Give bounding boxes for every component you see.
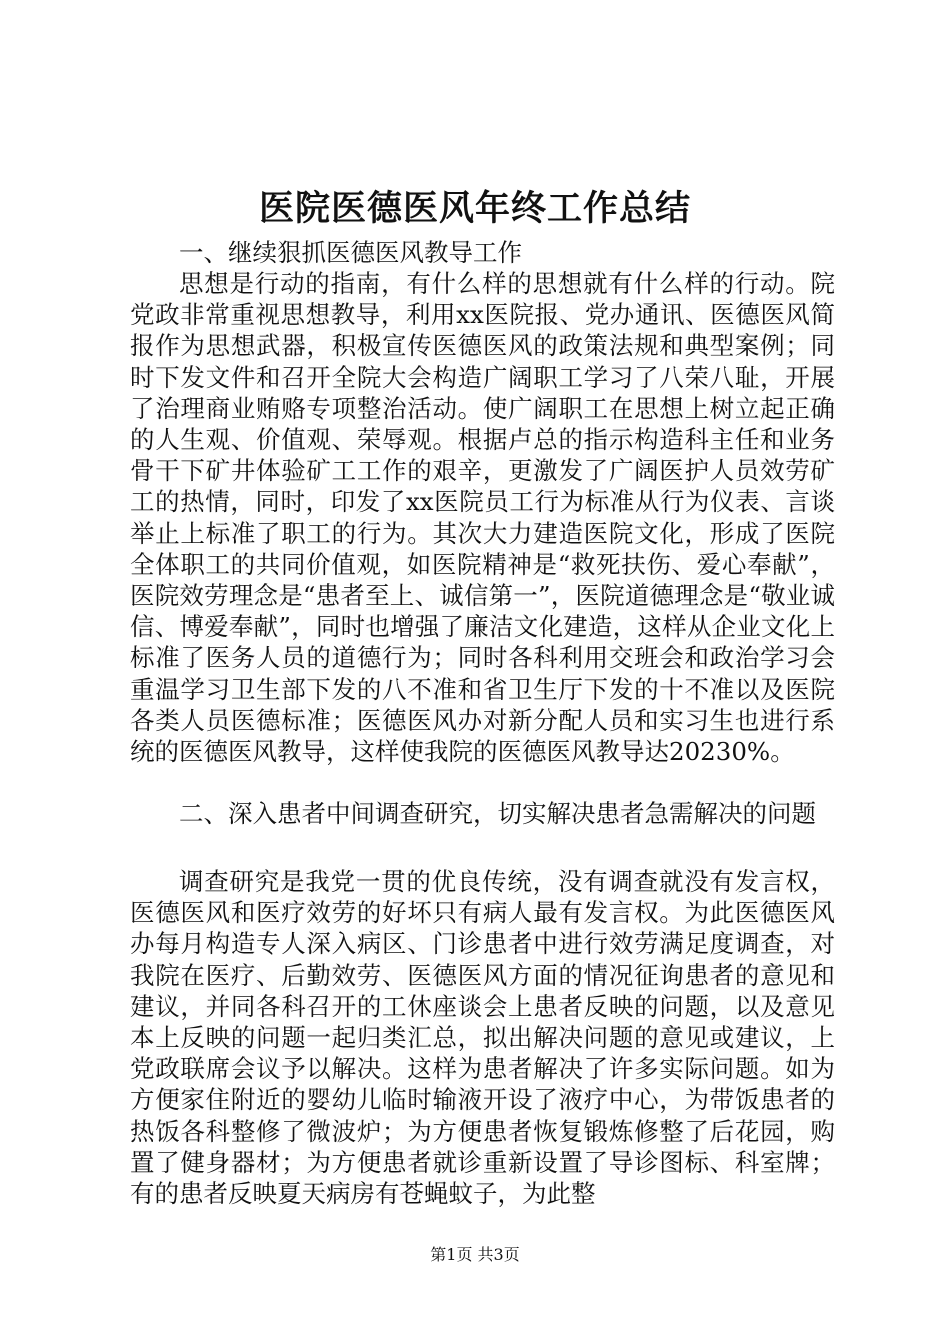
section-2-paragraph: 调查研究是我党一贯的优良传统，没有调查就没有发言权，医德医风和医疗效劳的好坏只有病人最有发言权。为此医德医风办每月构造专人深入病区、门诊患者中进行效劳满足度调查，对我院在医疗、后勤效劳、医德医风方面的情况征询患者的意见和建议，并同各科召开的工休座谈会上患者反映的问题，以及意见本上反映的问题一起归类汇总，拟出解决问题的意见或建议，上党政联席会议予以解决。这样为患者解决了许多实际问题。如为方便家住附近的婴幼儿临时输液开设了液疗中心，为带饭患者的热饭各科整修了微波炉；为方便患者恢复锻炼修整了后花园，购置了健身器材；为方便患者就诊重新设置了导诊图标、科室牌；有的患者反映夏天病房有苍蝇蚊子，为此整 (130, 867, 835, 1209)
page-number-footer: 第1页 共3页 (430, 1245, 520, 1264)
section-2-heading: 二、深入患者中间调查研究，切实解决患者急需解决的问题 (179, 799, 816, 828)
section-1-heading: 一、继续狠抓医德医风教导工作 (179, 238, 522, 267)
document-title: 医院医德医风年终工作总结 (258, 188, 691, 229)
section-1-paragraph: 思想是行动的指南，有什么样的思想就有什么样的行动。院党政非常重视思想教导，利用xx医院报、党办通讯、医德医风简报作为思想武器，积极宣传医德医风的政策法规和典型案例；同时下发文件和召开全院大会构造广阔职工学习了八荣八耻，开展了治理商业贿赂专项整治活动。使广阔职工在思想上树立起正确的人生观、价值观、荣辱观。根据卢总的指示构造科主任和业务骨干下矿井体验矿工工作的艰辛，更激发了广阔医护人员效劳矿工的热情，同时，印发了xx医院员工行为标准从行为仪表、言谈举止上标准了职工的行为。其次大力建造医院文化，形成了医院全体职工的共同价值观，如医院精神是“救死扶伤、爱心奉献”，医院效劳理念是“患者至上、诚信第一”，医院道德理念是“敬业诚信、博爱奉献”，同时也增强了廉洁文化建造，这样从企业文化上标准了医务人员的道德行为；同时各科利用交班会和政治学习会重温学习卫生部下发的八不准和省卫生厅下发的十不准以及医院各类人员医德标准；医德医风办对新分配人员和实习生也进行系统的医德医风教导，这样使我院的医德医风教导达20230%。 (130, 269, 835, 767)
